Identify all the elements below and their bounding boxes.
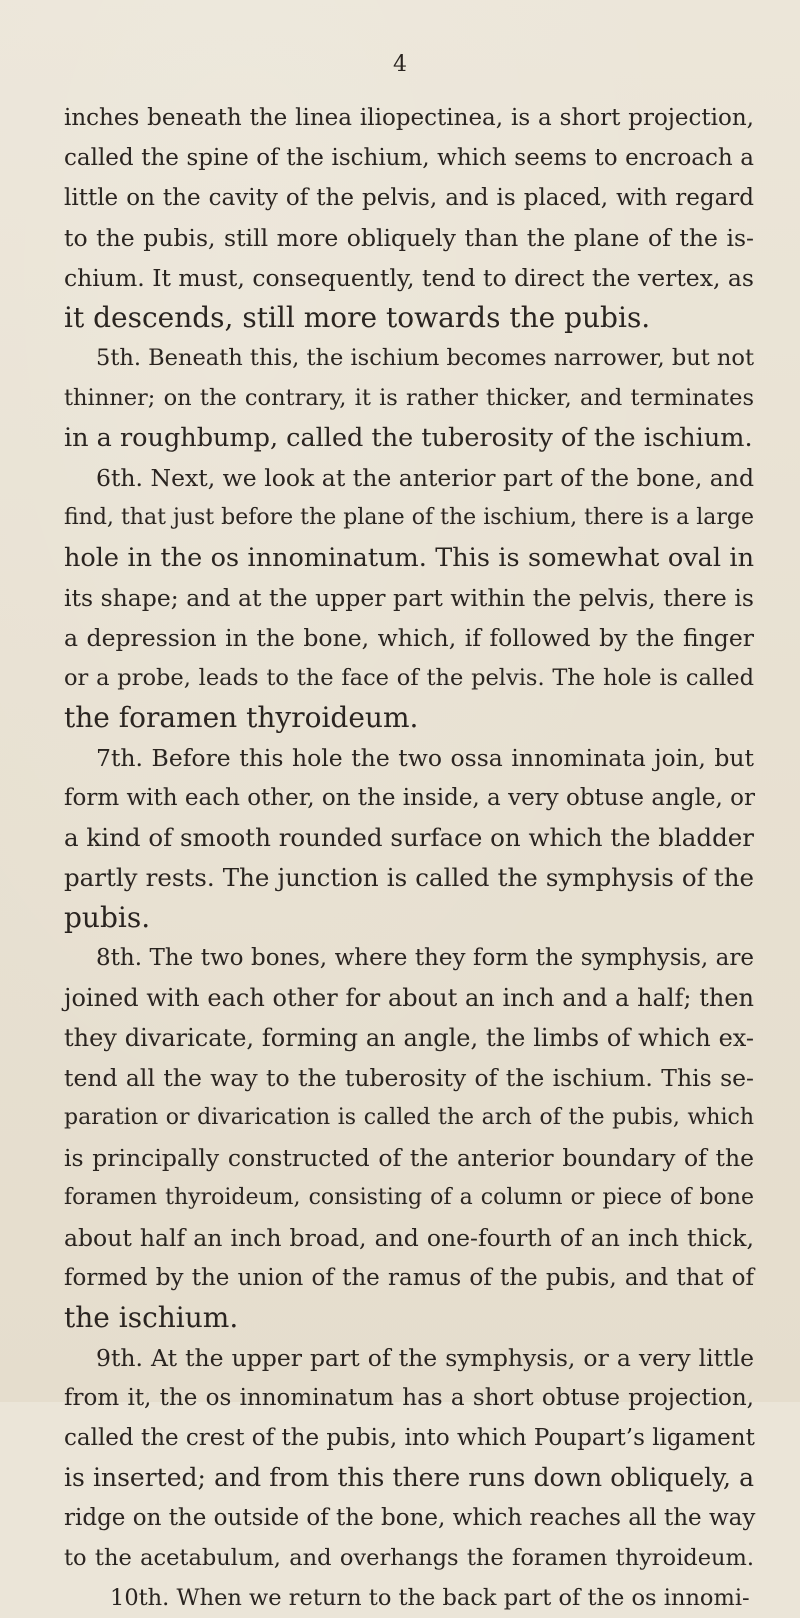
text-line: thinner; on the contrary, it is rather thicker, and terminates [64, 385, 754, 411]
text-line: hole in the os innominatum. This is somewhat oval in [64, 543, 754, 573]
text-line: called the spine of the ischium, which seems to encroach a [64, 145, 754, 171]
text-line: 10th. When we return to the back part of the os innomi- [110, 1585, 750, 1611]
text-line: find, that just before the plane of the ischium, there is a large [64, 505, 754, 530]
text-line: the foramen thyroideum. [64, 701, 419, 734]
text-line: its shape; and at the upper part within the pelvis, there is [64, 584, 754, 612]
page-number: 4 [393, 52, 407, 77]
text-line: tend all the way to the tuberosity of the ischium. This se- [64, 1064, 754, 1092]
text-line: paration or divarication is called the arch of the pubis, which [64, 1105, 754, 1130]
text-line: a kind of smooth rounded surface on which the bladder [64, 823, 754, 852]
text-line: little on the cavity of the pelvis, and is placed, with regard [64, 185, 754, 211]
text-line: foramen thyroideum, consisting of a column or piece of bone [64, 1185, 754, 1210]
text-line: joined with each other for about an inch and a half; then [64, 984, 754, 1012]
text-line: 9th. At the upper part of the symphysis, or a very little [96, 1344, 754, 1372]
text-line: pubis. [64, 901, 151, 934]
text-line: 6th. Next, we look at the anterior part of the bone, and [96, 464, 754, 492]
text-line: is inserted; and from this there runs down obliquely, a [64, 1463, 754, 1492]
text-line: a depression in the bone, which, if followed by the finger [64, 624, 754, 652]
text-line: to the pubis, still more obliquely than the plane of the is- [64, 224, 754, 252]
text-line: chium. It must, consequently, tend to direct the vertex, as [64, 264, 754, 292]
text-line: called the crest of the pubis, into which Poupart’s ligament [64, 1425, 755, 1451]
text-line: form with each other, on the inside, a very obtuse angle, or [64, 785, 756, 811]
text-line: they divaricate, forming an angle, the limbs of which ex- [64, 1024, 754, 1052]
text-line: 5th. Beneath this, the ischium becomes narrower, but not [96, 345, 755, 371]
body-text [64, 98, 754, 1618]
text-line: it descends, still more towards the pubis. [64, 301, 651, 334]
text-line: from it, the os innominatum has a short obtuse projection, [64, 1385, 754, 1411]
text-line: the ischium. [64, 1301, 239, 1334]
text-line: formed by the union of the ramus of the pubis, and that of [64, 1265, 754, 1291]
text-line: inches beneath the linea iliopectinea, is a short projection, [64, 105, 754, 131]
text-line: is principally constructed of the anterior boundary of the [64, 1144, 754, 1172]
text-line: 8th. The two bones, where they form the symphysis, are [96, 945, 754, 971]
text-line: to the acetabulum, and overhangs the foramen thyroideum. [64, 1545, 754, 1571]
text-line: about half an inch broad, and one-fourth of an inch thick, [64, 1224, 754, 1252]
text-line: or a probe, leads to the face of the pelvis. The hole is called [64, 665, 754, 691]
text-line: partly rests. The junction is called the symphysis of the [64, 863, 754, 892]
text-line: ridge on the outside of the bone, which reaches all the way [64, 1505, 756, 1531]
text-line: in a roughbump, called the tuberosity of the ischium. [64, 423, 753, 453]
text-line: 7th. Before this hole the two ossa innominata join, but [96, 744, 754, 772]
